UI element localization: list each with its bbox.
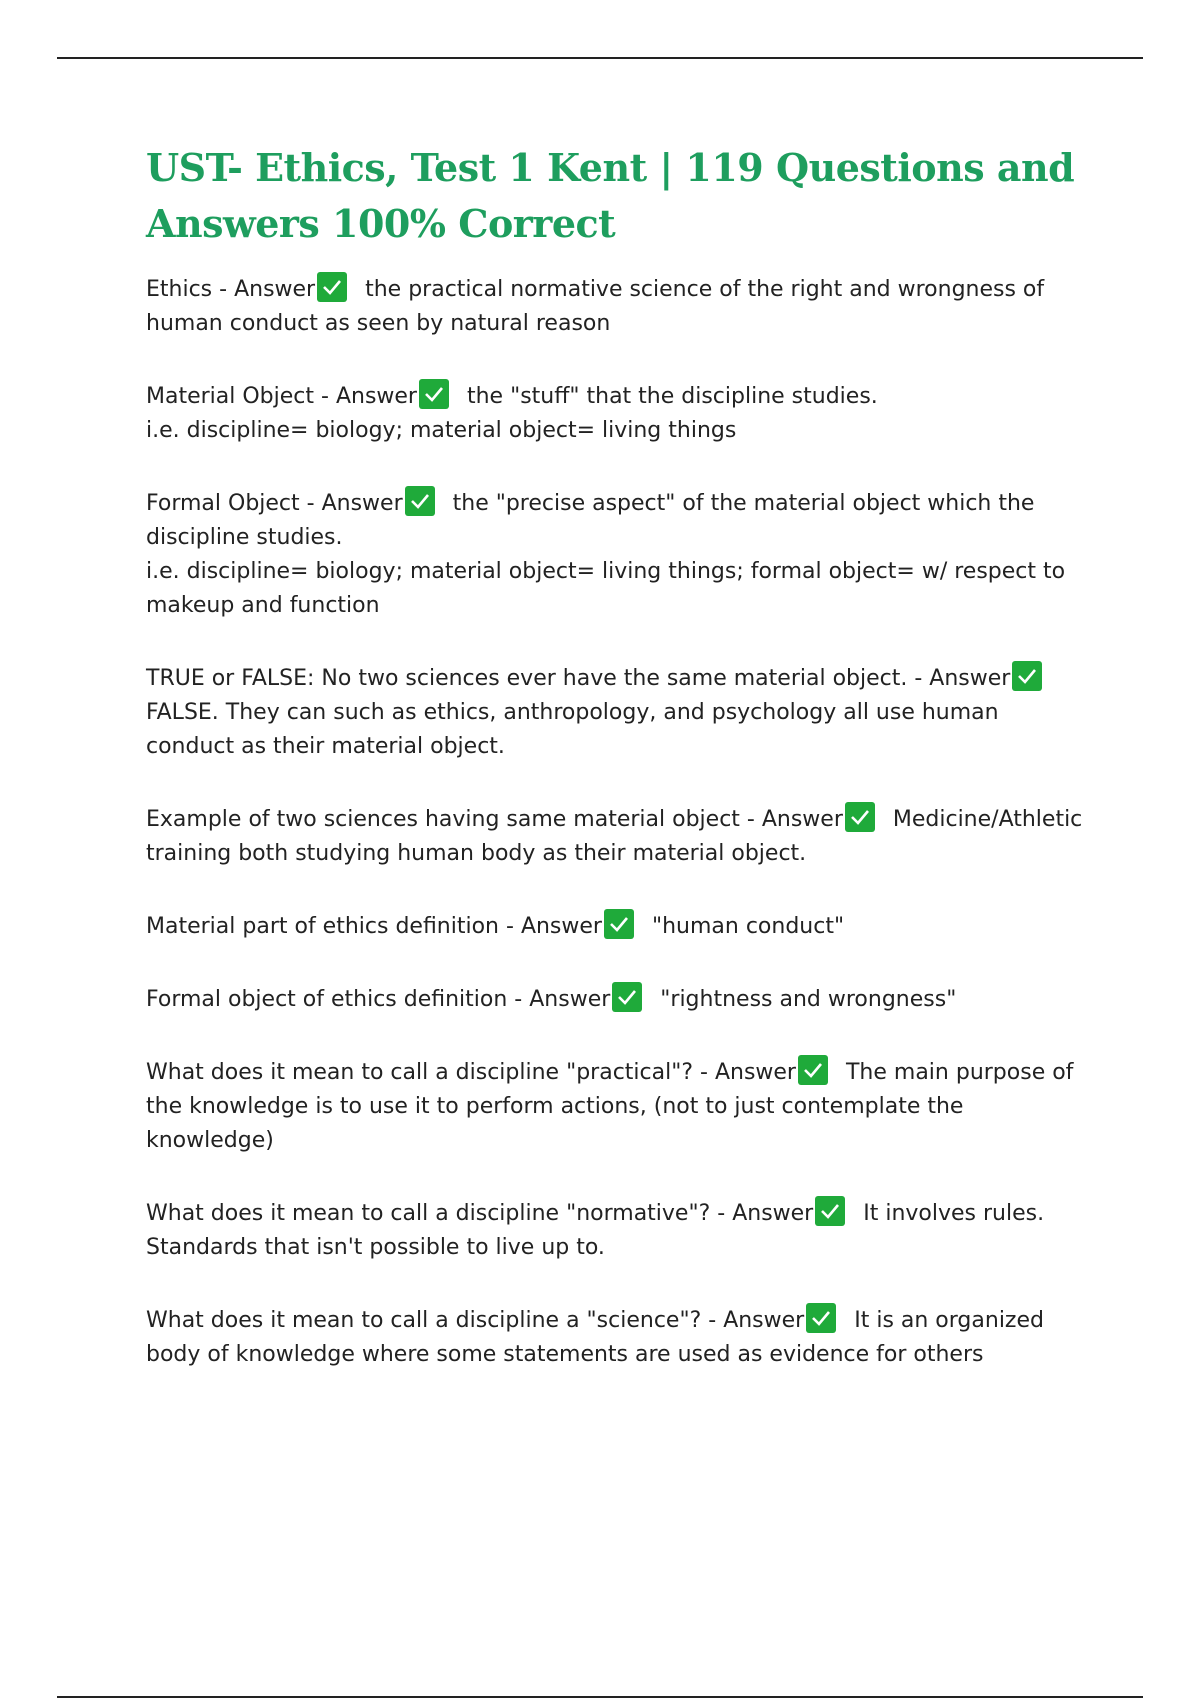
qa-item <box>146 486 1086 623</box>
check-mark-icon <box>317 272 347 302</box>
check-mark-icon <box>612 982 642 1012</box>
check-mark-icon <box>845 802 875 832</box>
answer-text: It is an organized body of knowledge where some statements are used as evidence for others <box>146 1308 1044 1367</box>
check-mark-icon <box>419 379 449 409</box>
question-text: Ethics - <box>146 277 235 302</box>
question-text: Example of two sciences having same material object - <box>146 807 762 832</box>
question-text: What does it mean to call a discipline a "science"? - <box>146 1308 724 1333</box>
answer-text: FALSE. They can such as ethics, anthropology, and psychology all use human conduct as their material object. <box>146 700 999 759</box>
answer-text: the "precise aspect" of the material object which the discipline studies. i.e. discipline= biology; material object= living things; formal object= w/ respect to makeup and function <box>146 491 1066 618</box>
answer-label: Answer <box>723 1308 805 1333</box>
document-title: UST- Ethics, Test 1 Kent | 119 Questions and Answers 100% Correct <box>146 145 1075 246</box>
qa-item <box>146 272 1086 341</box>
qa-item <box>146 909 1086 944</box>
check-mark-icon <box>798 1055 828 1085</box>
answer-text: the "stuff" that the discipline studies. i.e. discipline= biology; material object= living things <box>146 384 878 443</box>
answer-text: Medicine/Athletic training both studying human body as their material object. <box>146 807 1083 866</box>
document-body <box>146 140 1086 1410</box>
qa-item <box>146 661 1086 764</box>
qa-item <box>146 1055 1086 1158</box>
question-text: Material part of ethics definition - <box>146 914 521 939</box>
top-divider <box>57 57 1143 59</box>
question-text: Formal object of ethics definition - <box>146 987 530 1012</box>
qa-item <box>146 802 1086 871</box>
answer-text: It involves rules. Standards that isn't possible to live up to. <box>146 1201 1045 1260</box>
question-text: TRUE or FALSE: No two sciences ever have the same material object. - <box>146 666 930 691</box>
answer-label: Answer <box>714 1060 796 1085</box>
answer-label: Answer <box>520 914 602 939</box>
question-text: What does it mean to call a discipline "practical"? - <box>146 1060 715 1085</box>
question-text: What does it mean to call a discipline "normative"? - <box>146 1201 733 1226</box>
bottom-divider <box>57 1696 1143 1698</box>
question-text: Material Object - <box>146 384 336 409</box>
answer-label: Answer <box>529 987 611 1012</box>
check-mark-icon <box>604 909 634 939</box>
check-mark-icon <box>815 1196 845 1226</box>
qa-item <box>146 1303 1086 1372</box>
answer-text: "human conduct" <box>651 914 845 939</box>
answer-label: Answer <box>335 384 417 409</box>
qa-item <box>146 379 1086 448</box>
qa-item <box>146 982 1086 1017</box>
answer-label: Answer <box>732 1201 814 1226</box>
check-mark-icon <box>1012 661 1042 691</box>
answer-label: Answer <box>761 807 843 832</box>
answer-text: the practical normative science of the right and wrongness of human conduct as seen by natural reason <box>146 277 1045 336</box>
check-mark-icon <box>806 1303 836 1333</box>
answer-label: Answer <box>929 666 1011 691</box>
question-text: Formal Object - <box>146 491 322 516</box>
check-mark-icon <box>405 486 435 516</box>
answer-text: "rightness and wrongness" <box>660 987 957 1012</box>
answer-text: The main purpose of the knowledge is to use it to perform actions, (not to just contemplate the knowledge) <box>146 1060 1074 1153</box>
qa-item <box>146 1196 1086 1265</box>
answer-label: Answer <box>321 491 403 516</box>
answer-label: Answer <box>234 277 316 302</box>
